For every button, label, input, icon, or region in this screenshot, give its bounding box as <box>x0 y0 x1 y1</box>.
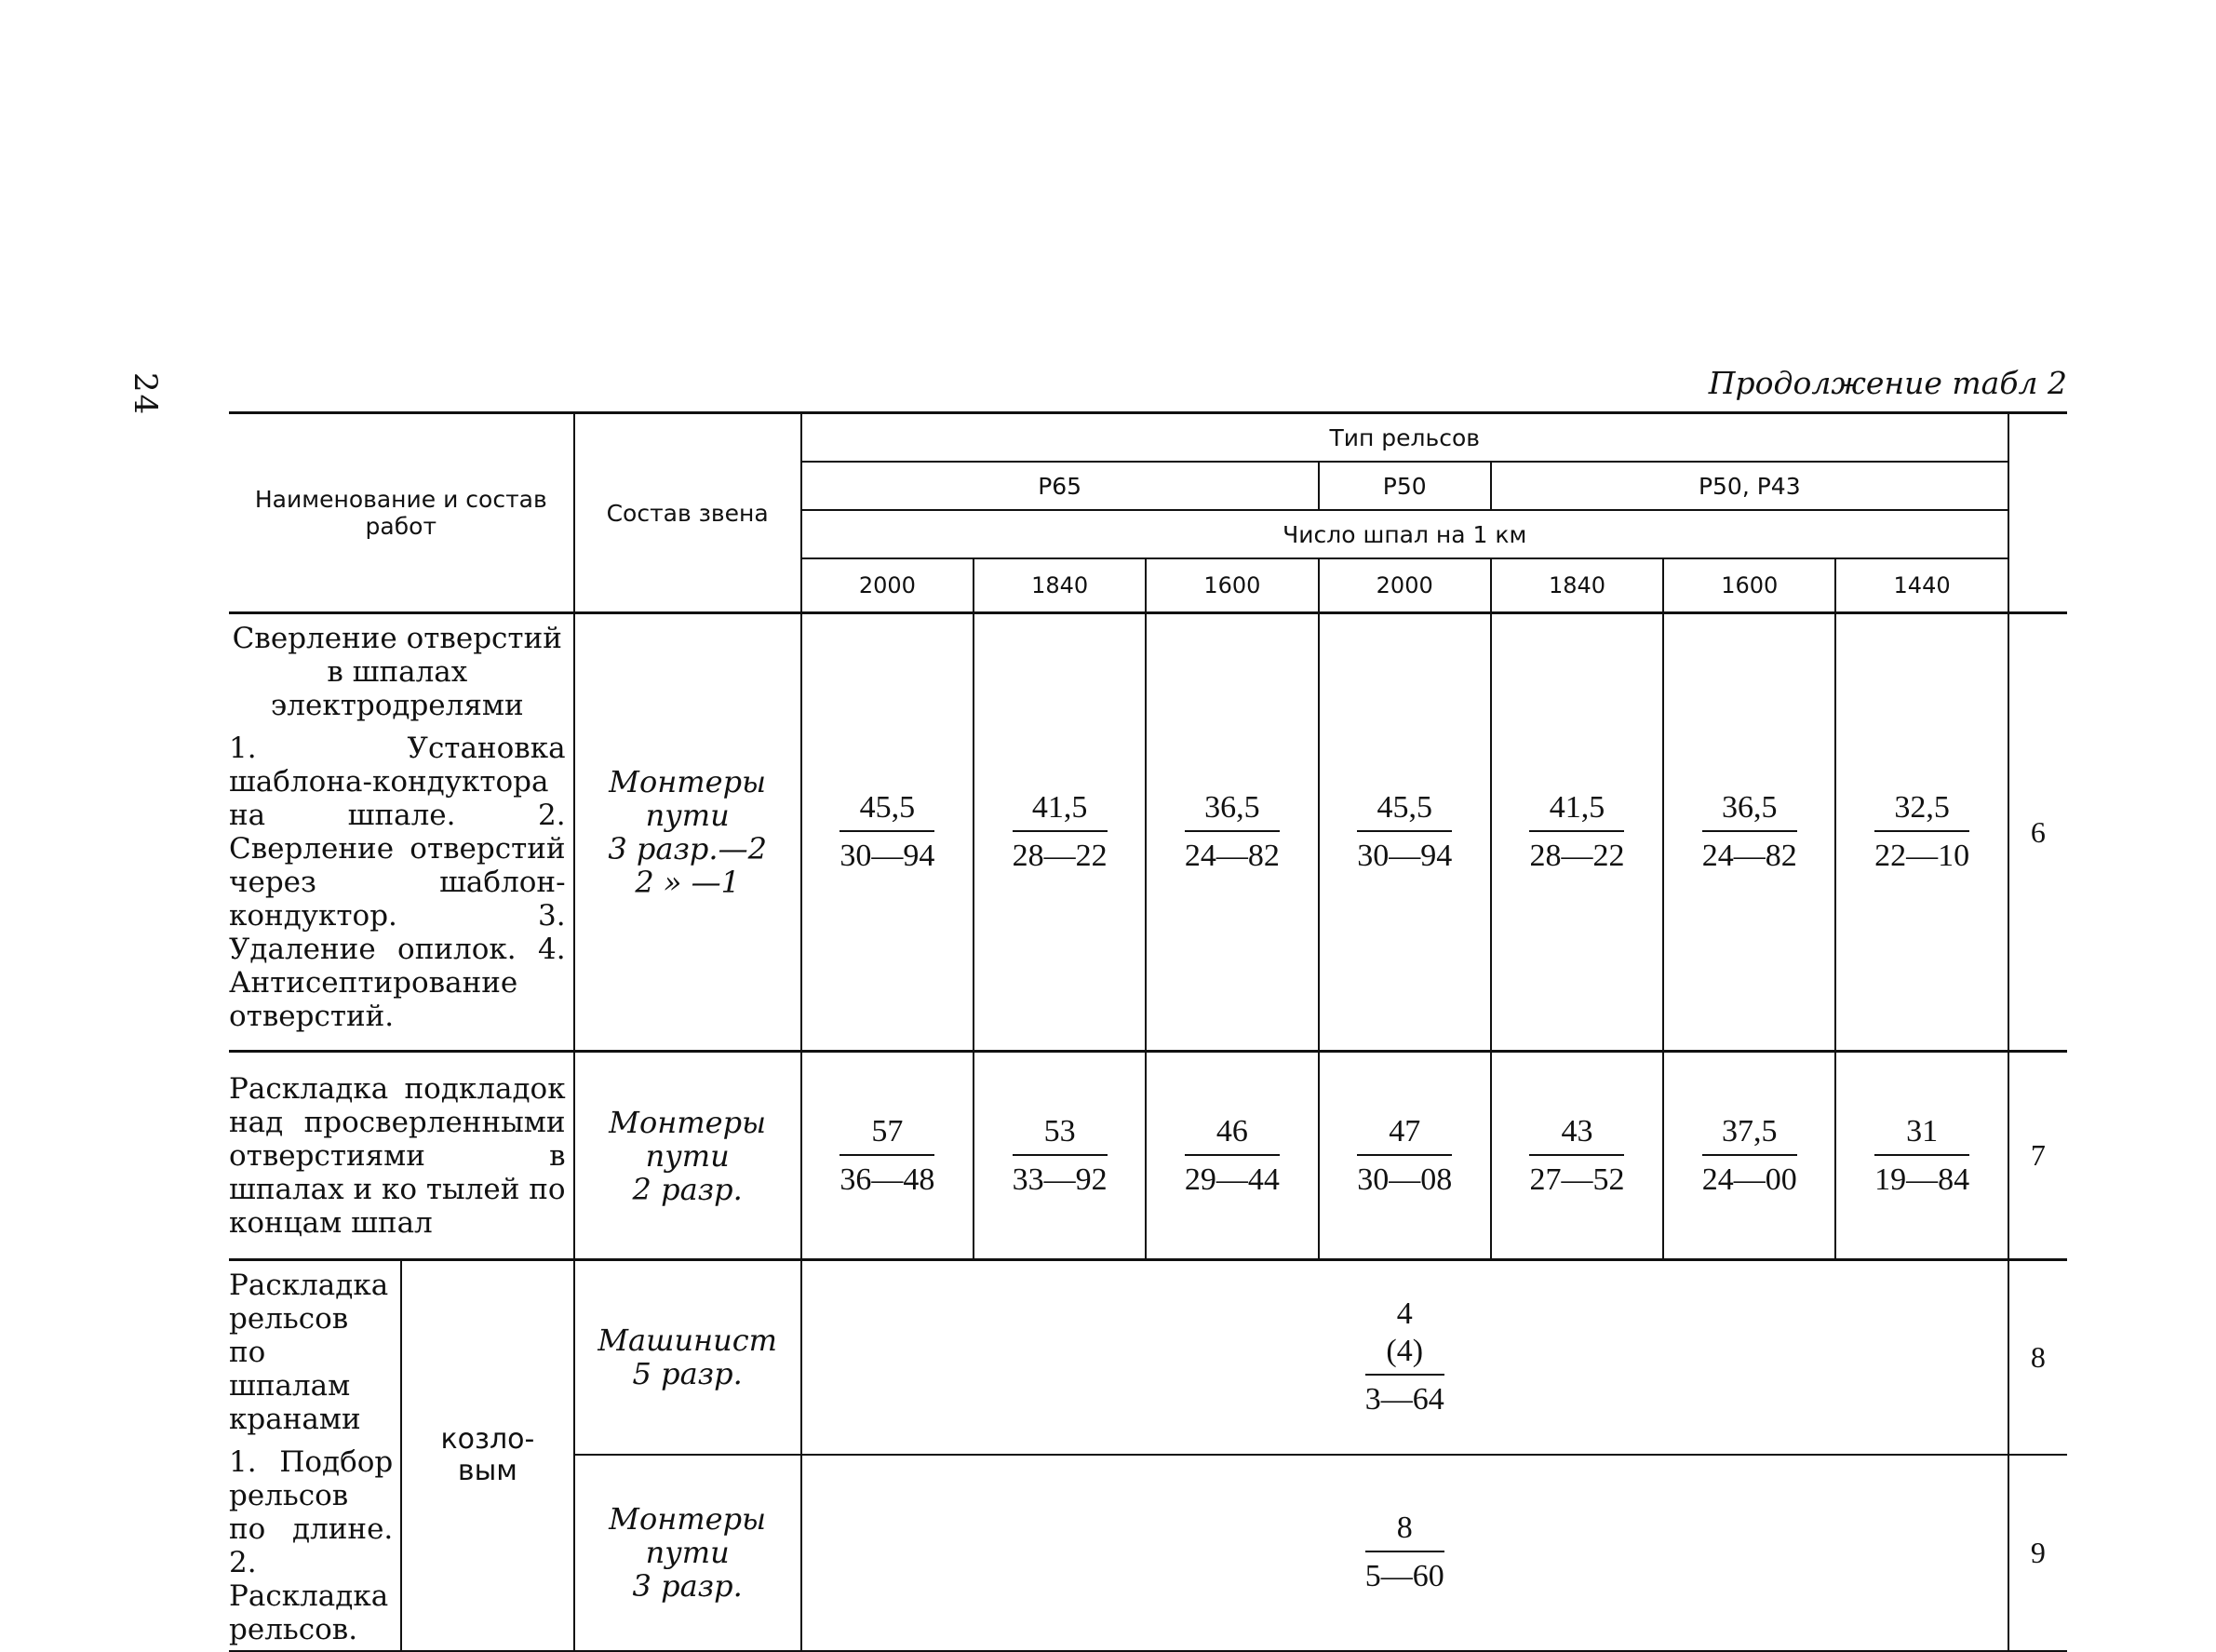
norm-value-cell <box>1663 1052 1835 1260</box>
header-sleeper-count: 2000 <box>1319 558 1491 613</box>
header-rownum-blank <box>2008 413 2067 613</box>
header-rail-group-p50-p43: Р50, Р43 <box>1491 462 2008 510</box>
norm-price: 24—00 <box>1701 1162 1797 1197</box>
norm-time-alt: (4) <box>1365 1333 1444 1376</box>
crew-line: Монтеры <box>609 1104 767 1140</box>
crew-line: 3 разр.—2 <box>608 831 767 866</box>
header-rail-type: Тип рельсов <box>801 413 2008 463</box>
norm-time: 36,5 <box>1702 789 1797 832</box>
norm-price: 24—82 <box>1701 839 1797 873</box>
norm-price: 30—94 <box>1357 839 1453 873</box>
norm-price: 30—94 <box>839 839 935 873</box>
header-sleeper-count: 2000 <box>801 558 974 613</box>
header-crew: Состав звена <box>574 413 801 613</box>
work-title: Раскладка подкладок над просверленными отверстиями в шпалах и ко тылей по концам шпал <box>229 1071 566 1240</box>
norm-value-cell <box>1835 1052 2008 1260</box>
header-sleeper-count: 1600 <box>1663 558 1835 613</box>
header-rail-group-p50: Р50 <box>1319 462 1491 510</box>
norm-time: 53 <box>1013 1113 1108 1156</box>
norm-value-cell <box>974 613 1146 1052</box>
norm-price: 28—22 <box>1529 839 1625 873</box>
work-description: 1. Подбор рельсов по длине. 2. Раскладка рельсов. <box>229 1445 394 1646</box>
header-name: Наименование и состав работ <box>229 413 574 613</box>
row-number: 9 <box>2008 1455 2067 1652</box>
crew-line: Машинист <box>598 1323 777 1359</box>
crew-cell <box>574 1052 801 1260</box>
norm-time: 41,5 <box>1013 789 1108 832</box>
norm-price: 27—52 <box>1529 1162 1625 1197</box>
norm-value-cell <box>801 613 974 1052</box>
norm-value-cell <box>1491 613 1663 1052</box>
norm-value-cell <box>1146 613 1318 1052</box>
table-row <box>229 1052 2067 1260</box>
norm-time: 45,5 <box>1357 789 1452 832</box>
norm-value-cell <box>974 1052 1146 1260</box>
norm-price: 29—44 <box>1184 1162 1280 1197</box>
crew-cell <box>574 1260 801 1455</box>
row-number: 7 <box>2008 1052 2067 1260</box>
norm-time: 46 <box>1185 1113 1280 1156</box>
norm-value-cell <box>801 1052 974 1260</box>
norm-price: 5—60 <box>1364 1559 1444 1594</box>
crew-line: 2 разр. <box>632 1171 743 1207</box>
norm-value-cell <box>1835 613 2008 1052</box>
norm-time: 37,5 <box>1702 1113 1797 1156</box>
work-description: 1. Установка шаблона-кондуктора на шпале. 2. Сверление отверстий через шаблон-кондуктор. 3. Удаление опилок. 4. Антисептирование отверстий. <box>229 732 566 1033</box>
header-sleeper-count: 1600 <box>1146 558 1318 613</box>
header-rail-group-p65: Р65 <box>801 462 1319 510</box>
crew-line: Монтеры <box>609 1501 767 1538</box>
work-name-cell <box>229 1052 574 1260</box>
table-continuation-caption: Продолжение табл 2 <box>1708 365 2067 401</box>
work-title: Сверление отверстий в шпалах электродрелями <box>232 622 562 722</box>
norm-price: 22—10 <box>1874 839 1970 873</box>
norm-time: 45,5 <box>839 789 934 832</box>
norm-time: 36,5 <box>1185 789 1280 832</box>
norms-table <box>229 411 2067 1652</box>
norm-time: 47 <box>1357 1113 1452 1156</box>
row-number: 6 <box>2008 613 2067 1052</box>
crew-line: 2 » —1 <box>635 865 740 900</box>
norm-price: 19—84 <box>1874 1162 1970 1197</box>
header-sleeper-count: 1840 <box>974 558 1146 613</box>
norm-price: 24—82 <box>1184 839 1280 873</box>
norm-value-cell <box>1491 1052 1663 1260</box>
crane-type-cell: козло-вым <box>401 1260 573 1652</box>
work-name-cell <box>229 613 574 1052</box>
norm-value-cell <box>801 1455 2008 1652</box>
header-sleepers-per-km: Число шпал на 1 км <box>801 510 2008 558</box>
header-sleeper-count: 1440 <box>1835 558 2008 613</box>
norm-value-cell <box>1146 1052 1318 1260</box>
norm-value-cell <box>1319 1052 1491 1260</box>
crew-line: пути <box>645 1535 730 1571</box>
norm-price: 30—08 <box>1357 1162 1453 1197</box>
norm-value-cell <box>1319 613 1491 1052</box>
norm-price: 33—92 <box>1012 1162 1108 1197</box>
crew-line: 3 разр. <box>632 1568 743 1605</box>
norm-time: 31 <box>1874 1113 1969 1156</box>
work-name-cell <box>229 1260 401 1652</box>
norm-time: 41,5 <box>1529 789 1624 832</box>
crew-line: Монтеры <box>609 764 767 799</box>
crew-line: 5 разр. <box>632 1356 743 1392</box>
work-title: Раскладка рельсов по шпалам кранами <box>229 1269 389 1436</box>
row-number: 8 <box>2008 1260 2067 1455</box>
crew-line: пути <box>645 1137 730 1174</box>
crew-cell <box>574 1455 801 1652</box>
norm-time: 32,5 <box>1874 789 1969 832</box>
norm-time: 4 <box>1396 1296 1413 1332</box>
header-sleeper-count: 1840 <box>1491 558 1663 613</box>
norm-price: 28—22 <box>1012 839 1108 873</box>
page-number: 24 <box>127 372 164 417</box>
norm-time: 43 <box>1529 1113 1624 1156</box>
norm-time: 8 <box>1365 1510 1444 1552</box>
norm-value-cell <box>801 1260 2008 1455</box>
norm-time: 57 <box>839 1113 934 1156</box>
table-row <box>229 613 2067 1052</box>
norm-value-cell <box>1663 613 1835 1052</box>
crew-cell <box>574 613 801 1052</box>
norm-price: 3—64 <box>1364 1382 1444 1417</box>
norm-price: 36—48 <box>839 1162 935 1197</box>
table-row <box>229 1260 2067 1455</box>
crew-line: пути <box>645 798 730 833</box>
